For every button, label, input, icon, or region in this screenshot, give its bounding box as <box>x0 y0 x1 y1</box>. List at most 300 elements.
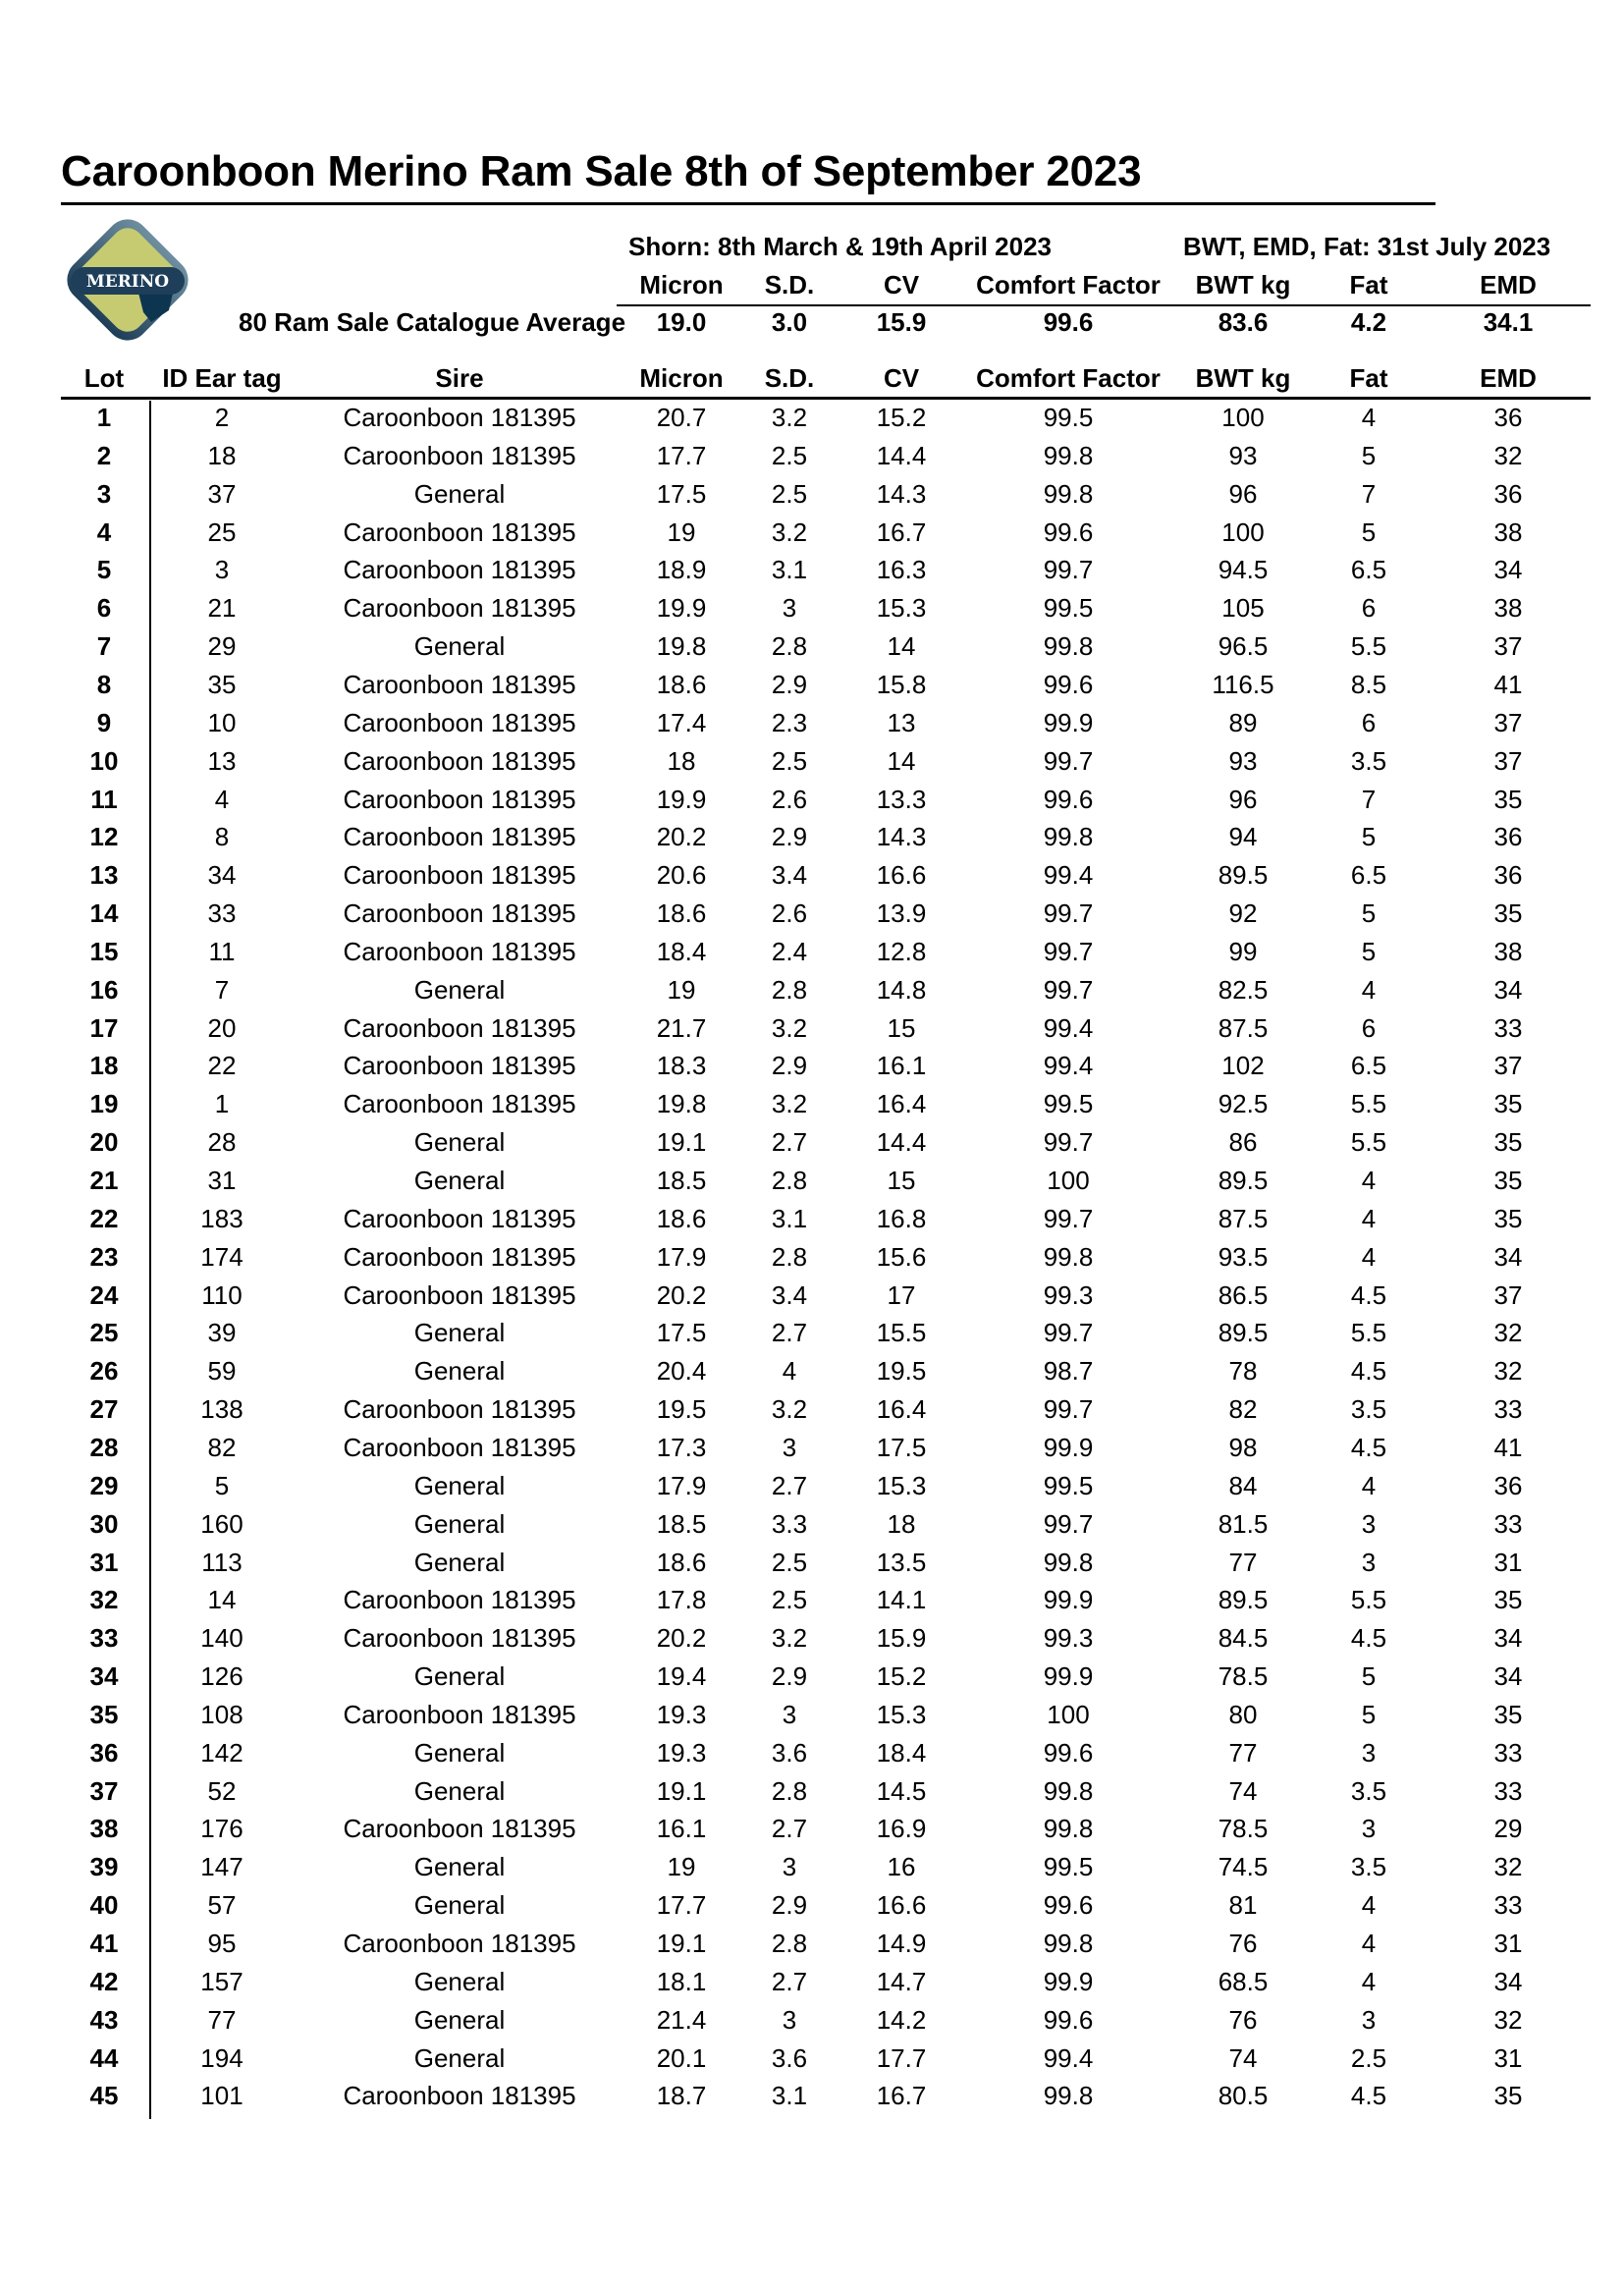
table-cell: 2.8 <box>771 1166 808 1195</box>
table-cell: 4 <box>214 784 230 814</box>
table-cell: 6.5 <box>1350 860 1387 891</box>
table-cell: Caroonboon 181395 <box>343 1929 576 1958</box>
table-cell: 20.2 <box>656 1279 707 1310</box>
table-cell: 89.5 <box>1218 1166 1269 1195</box>
table-row <box>0 1123 1624 1162</box>
table-cell: Caroonboon 181395 <box>343 1699 576 1729</box>
table-row <box>0 1314 1624 1352</box>
table-cell: 9 <box>96 707 112 737</box>
table-cell: 86.5 <box>1218 1279 1269 1310</box>
table-cell: 32 <box>1493 2004 1523 2035</box>
table-cell: 31 <box>89 1547 119 1577</box>
table-cell: 24 <box>89 1279 119 1310</box>
table-cell: 3.2 <box>771 1089 808 1119</box>
table-cell: 29 <box>207 631 237 662</box>
table-cell: 3.2 <box>771 517 808 547</box>
table-cell: 6 <box>1361 593 1377 624</box>
table-cell: 3.3 <box>771 1508 808 1539</box>
table-cell: 99.3 <box>1043 1279 1094 1310</box>
table-cell: 81.5 <box>1218 1508 1269 1539</box>
table-row <box>0 1238 1624 1277</box>
table-cell: 20 <box>89 1127 119 1158</box>
table-cell: 14.3 <box>876 478 927 509</box>
table-cell: 18.6 <box>656 898 707 929</box>
table-cell: 99.8 <box>1043 1929 1094 1958</box>
table-cell: 32 <box>1493 1356 1523 1387</box>
table-cell: 5.5 <box>1350 631 1387 662</box>
table-cell: 3.5 <box>1350 1852 1387 1882</box>
table-cell: 4 <box>1361 1929 1377 1958</box>
column-header: EMD <box>1480 363 1537 393</box>
average-column-header: Micron <box>639 270 724 299</box>
table-cell: 32 <box>1493 1852 1523 1882</box>
table-cell: 5 <box>214 1470 230 1500</box>
table-cell: 3.4 <box>771 1279 808 1310</box>
table-cell: Caroonboon 181395 <box>343 1585 576 1615</box>
table-cell: 76 <box>1228 2004 1258 2035</box>
table-cell: 74.5 <box>1218 1852 1269 1882</box>
page-title: Caroonboon Merino Ram Sale 8th of September 2023 <box>61 147 1142 195</box>
table-cell: 43 <box>89 2004 119 2035</box>
table-cell: 2.5 <box>771 1547 808 1577</box>
table-cell: 18.6 <box>656 1203 707 1233</box>
table-cell: 89.5 <box>1218 1585 1269 1615</box>
table-cell: 18.5 <box>656 1508 707 1539</box>
table-cell: 18.3 <box>656 1051 707 1081</box>
table-cell: 19 <box>667 1852 696 1882</box>
table-cell: 39 <box>207 1318 237 1348</box>
table-cell: 99.8 <box>1043 631 1094 662</box>
column-header: ID Ear tag <box>162 363 282 393</box>
logo-text: MERINO <box>85 272 170 292</box>
table-cell: 4 <box>1361 1966 1377 1996</box>
table-cell: 35 <box>1493 1699 1523 1729</box>
table-row <box>0 971 1624 1009</box>
table-cell: 99.5 <box>1043 593 1094 624</box>
table-cell: Caroonboon 181395 <box>343 1279 576 1310</box>
table-cell: Caroonboon 181395 <box>343 403 576 432</box>
table-cell: 15.8 <box>876 669 927 699</box>
table-cell: 160 <box>200 1508 244 1539</box>
table-cell: 19 <box>667 974 696 1005</box>
table-cell: Caroonboon 181395 <box>343 707 576 737</box>
table-cell: General <box>413 1470 506 1500</box>
table-cell: 12.8 <box>876 936 927 966</box>
table-cell: 17.9 <box>656 1241 707 1272</box>
table-cell: 28 <box>207 1127 237 1158</box>
table-cell: Caroonboon 181395 <box>343 1089 576 1119</box>
table-cell: 19.4 <box>656 1661 707 1692</box>
table-cell: 4 <box>1361 1470 1377 1500</box>
table-row <box>0 1200 1624 1238</box>
table-cell: Caroonboon 181395 <box>343 822 576 852</box>
average-column-header: Fat <box>1349 270 1388 299</box>
table-cell: 35 <box>1493 1166 1523 1195</box>
table-cell: 17.8 <box>656 1585 707 1615</box>
table-cell: 37 <box>1493 707 1523 737</box>
table-cell: 6.5 <box>1350 555 1387 585</box>
table-cell: 18.6 <box>656 1547 707 1577</box>
table-cell: General <box>413 1547 506 1577</box>
table-cell: 99.5 <box>1043 1089 1094 1119</box>
table-cell: 35 <box>1493 1203 1523 1233</box>
table-cell: 38 <box>89 1814 119 1844</box>
table-row <box>0 781 1624 819</box>
table-cell: 13.9 <box>876 898 927 929</box>
table-cell: 6.5 <box>1350 1051 1387 1081</box>
table-cell: 3.1 <box>771 555 808 585</box>
table-cell: 81 <box>1228 1890 1258 1921</box>
table-cell: 99.8 <box>1043 1547 1094 1577</box>
table-row <box>0 1544 1624 1582</box>
average-column-header: BWT kg <box>1195 270 1291 299</box>
table-cell: 14.7 <box>876 1966 927 1996</box>
table-cell: 99.6 <box>1043 669 1094 699</box>
table-cell: 18.6 <box>656 669 707 699</box>
table-cell: Caroonboon 181395 <box>343 1241 576 1272</box>
table-cell: 14.4 <box>876 440 927 470</box>
table-cell: 15.3 <box>876 593 927 624</box>
table-cell: 19.5 <box>876 1356 927 1387</box>
table-cell: 34 <box>1493 1966 1523 1996</box>
table-cell: 99.3 <box>1043 1623 1094 1654</box>
table-row <box>0 1277 1624 1315</box>
table-cell: 99.6 <box>1043 2004 1094 2035</box>
table-cell: 142 <box>200 1737 244 1768</box>
table-cell: 3.1 <box>771 1203 808 1233</box>
table-cell: 32 <box>1493 440 1523 470</box>
table-cell: 2.5 <box>771 1585 808 1615</box>
table-cell: 4 <box>1361 1203 1377 1233</box>
table-row <box>0 1581 1624 1619</box>
table-cell: 17.5 <box>656 1318 707 1348</box>
table-cell: 4.5 <box>1350 1279 1387 1310</box>
table-row <box>0 1352 1624 1390</box>
table-cell: Caroonboon 181395 <box>343 1051 576 1081</box>
table-cell: 59 <box>207 1356 237 1387</box>
table-cell: 3.2 <box>771 1012 808 1043</box>
table-cell: 82 <box>1228 1394 1258 1425</box>
table-cell: 95 <box>207 1929 237 1958</box>
table-cell: 10 <box>89 745 119 776</box>
table-cell: 34 <box>1493 1661 1523 1692</box>
table-cell: 100 <box>1221 517 1265 547</box>
table-cell: 52 <box>207 1775 237 1806</box>
table-cell: 99.4 <box>1043 2042 1094 2073</box>
table-cell: 20.2 <box>656 822 707 852</box>
table-cell: General <box>413 1775 506 1806</box>
table-cell: 7 <box>1361 784 1377 814</box>
table-cell: 37 <box>207 478 237 509</box>
average-column-header: S.D. <box>764 270 815 299</box>
table-cell: 33 <box>1493 1012 1523 1043</box>
table-cell: 18 <box>207 440 237 470</box>
table-cell: 5.5 <box>1350 1089 1387 1119</box>
table-row <box>0 1696 1624 1734</box>
table-cell: 18.7 <box>656 2081 707 2111</box>
table-cell: 17.4 <box>656 707 707 737</box>
table-cell: 34 <box>89 1661 119 1692</box>
table-cell: 20.1 <box>656 2042 707 2073</box>
table-cell: 37 <box>1493 745 1523 776</box>
table-cell: Caroonboon 181395 <box>343 1012 576 1043</box>
table-cell: 19.3 <box>656 1737 707 1768</box>
table-cell: 33 <box>1493 1775 1523 1806</box>
table-cell: 15 <box>89 936 119 966</box>
table-cell: 13 <box>887 707 916 737</box>
table-cell: 15.5 <box>876 1318 927 1348</box>
table-cell: 99.8 <box>1043 440 1094 470</box>
table-cell: 99.8 <box>1043 1241 1094 1272</box>
table-cell: 22 <box>207 1051 237 1081</box>
table-row <box>0 1047 1624 1085</box>
table-cell: 19.9 <box>656 593 707 624</box>
table-cell: 3 <box>214 555 230 585</box>
table-cell: 3 <box>1361 2004 1377 2035</box>
table-cell: 17.5 <box>876 1432 927 1462</box>
table-cell: General <box>413 1318 506 1348</box>
table-cell: 82 <box>207 1432 237 1462</box>
table-cell: 15.9 <box>876 1623 927 1654</box>
table-cell: 2.8 <box>771 1929 808 1958</box>
table-cell: 93.5 <box>1218 1241 1269 1272</box>
table-cell: 77 <box>1228 1737 1258 1768</box>
table-cell: 14.2 <box>876 2004 927 2035</box>
table-cell: 99.7 <box>1043 1394 1094 1425</box>
table-cell: 3.2 <box>771 1623 808 1654</box>
table-cell: 2.9 <box>771 822 808 852</box>
table-cell: 100 <box>1047 1699 1090 1729</box>
table-cell: 3.2 <box>771 403 808 432</box>
table-cell: 77 <box>207 2004 237 2035</box>
table-cell: 5 <box>1361 1661 1377 1692</box>
table-cell: Caroonboon 181395 <box>343 1203 576 1233</box>
table-cell: 3 <box>782 593 797 624</box>
table-cell: 19.9 <box>656 784 707 814</box>
table-cell: 126 <box>200 1661 244 1692</box>
table-cell: 14.5 <box>876 1775 927 1806</box>
table-cell: 17.3 <box>656 1432 707 1462</box>
table-cell: 31 <box>1493 1547 1523 1577</box>
table-row <box>0 933 1624 971</box>
table-cell: 36 <box>1493 1470 1523 1500</box>
column-header: Sire <box>435 363 484 393</box>
table-cell: 13 <box>89 860 119 891</box>
table-cell: 99 <box>1228 936 1258 966</box>
table-cell: 17.7 <box>656 440 707 470</box>
table-cell: General <box>413 2042 506 2073</box>
table-cell: Caroonboon 181395 <box>343 593 576 624</box>
table-cell: 16.7 <box>876 2081 927 2111</box>
table-cell: 14.3 <box>876 822 927 852</box>
table-cell: 21 <box>207 593 237 624</box>
table-cell: 4.5 <box>1350 2081 1387 2111</box>
average-column-header: CV <box>883 270 920 299</box>
table-cell: 1 <box>96 403 112 432</box>
table-cell: 10 <box>207 707 237 737</box>
table-cell: 2 <box>96 440 112 470</box>
table-cell: 36 <box>89 1737 119 1768</box>
table-row <box>0 1085 1624 1123</box>
table-cell: 31 <box>207 1166 237 1195</box>
table-cell: 32 <box>89 1585 119 1615</box>
table-cell: 3.4 <box>771 860 808 891</box>
table-cell: 8.5 <box>1350 669 1387 699</box>
table-cell: 14 <box>89 898 119 929</box>
table-cell: 6 <box>1361 707 1377 737</box>
table-cell: 13 <box>207 745 237 776</box>
table-cell: 3.1 <box>771 2081 808 2111</box>
table-cell: 3.5 <box>1350 1775 1387 1806</box>
bwt-date: BWT, EMD, Fat: 31st July 2023 <box>1183 232 1551 261</box>
table-cell: 84 <box>1228 1470 1258 1500</box>
table-cell: 14.1 <box>876 1585 927 1615</box>
table-row <box>0 1009 1624 1048</box>
table-cell: 38 <box>1493 517 1523 547</box>
table-cell: 99.7 <box>1043 974 1094 1005</box>
table-row <box>0 514 1624 552</box>
table-cell: 39 <box>89 1852 119 1882</box>
shorn-date: Shorn: 8th March & 19th April 2023 <box>628 232 1053 261</box>
table-cell: 18.9 <box>656 555 707 585</box>
table-cell: 34 <box>1493 1623 1523 1654</box>
table-cell: 5 <box>96 555 112 585</box>
average-label: 80 Ram Sale Catalogue Average <box>239 307 626 337</box>
table-row <box>0 589 1624 627</box>
table-cell: 2.5 <box>1350 2042 1387 2073</box>
table-cell: 40 <box>89 1890 119 1921</box>
table-cell: 19.8 <box>656 1089 707 1119</box>
table-cell: 3 <box>782 2004 797 2035</box>
table-cell: 105 <box>1221 593 1265 624</box>
table-row <box>0 818 1624 856</box>
table-cell: General <box>413 1356 506 1387</box>
average-value: 3.0 <box>771 307 808 337</box>
table-cell: 14.8 <box>876 974 927 1005</box>
table-cell: 21 <box>89 1166 119 1195</box>
table-cell: 5.5 <box>1350 1585 1387 1615</box>
table-cell: 18 <box>667 745 696 776</box>
table-cell: 41 <box>1493 669 1523 699</box>
column-header: S.D. <box>764 363 815 393</box>
table-cell: Caroonboon 181395 <box>343 784 576 814</box>
table-cell: 34 <box>1493 1241 1523 1272</box>
table-cell: 2.9 <box>771 1051 808 1081</box>
table-cell: 87.5 <box>1218 1012 1269 1043</box>
table-cell: 140 <box>200 1623 244 1654</box>
table-cell: 2.7 <box>771 1127 808 1158</box>
column-header: Lot <box>83 363 125 393</box>
table-cell: 18.4 <box>656 936 707 966</box>
table-cell: 19 <box>89 1089 119 1119</box>
table-cell: 20.6 <box>656 860 707 891</box>
table-cell: Caroonboon 181395 <box>343 440 576 470</box>
table-cell: 2.7 <box>771 1470 808 1500</box>
table-cell: 16.8 <box>876 1203 927 1233</box>
table-cell: 19.8 <box>656 631 707 662</box>
table-cell: 99.7 <box>1043 1508 1094 1539</box>
table-cell: Caroonboon 181395 <box>343 898 576 929</box>
table-cell: 99.9 <box>1043 1661 1094 1692</box>
table-cell: 86 <box>1228 1127 1258 1158</box>
table-cell: 27 <box>89 1394 119 1425</box>
table-cell: 99.4 <box>1043 1051 1094 1081</box>
table-cell: 18.1 <box>656 1966 707 1996</box>
table-cell: 2.7 <box>771 1814 808 1844</box>
table-cell: 92.5 <box>1218 1089 1269 1119</box>
table-cell: 89 <box>1228 707 1258 737</box>
table-cell: 41 <box>89 1929 119 1958</box>
table-cell: 4.5 <box>1350 1623 1387 1654</box>
table-cell: 96 <box>1228 784 1258 814</box>
table-cell: 36 <box>1493 403 1523 432</box>
table-cell: 99.6 <box>1043 1737 1094 1768</box>
table-cell: 80.5 <box>1218 2081 1269 2111</box>
table-cell: 33 <box>207 898 237 929</box>
table-cell: 100 <box>1221 403 1265 432</box>
table-cell: 99.9 <box>1043 1432 1094 1462</box>
table-cell: General <box>413 1737 506 1768</box>
table-row <box>0 1810 1624 1848</box>
table-cell: 35 <box>89 1699 119 1729</box>
table-cell: 174 <box>200 1241 244 1272</box>
table-cell: 5 <box>1361 517 1377 547</box>
table-cell: 2 <box>214 403 230 432</box>
table-cell: 5 <box>1361 898 1377 929</box>
table-cell: 22 <box>89 1203 119 1233</box>
table-row <box>0 1658 1624 1696</box>
table-cell: 78.5 <box>1218 1661 1269 1692</box>
table-cell: 99.7 <box>1043 745 1094 776</box>
table-cell: 99.5 <box>1043 403 1094 432</box>
table-cell: General <box>413 1661 506 1692</box>
table-row <box>0 399 1624 437</box>
table-row <box>0 1925 1624 1963</box>
table-cell: 102 <box>1221 1051 1265 1081</box>
table-cell: 19.1 <box>656 1775 707 1806</box>
table-cell: 2.3 <box>771 707 808 737</box>
table-cell: 29 <box>89 1470 119 1500</box>
table-cell: 99.9 <box>1043 707 1094 737</box>
table-cell: 37 <box>1493 631 1523 662</box>
table-cell: 7 <box>214 974 230 1005</box>
table-cell: 99.7 <box>1043 1127 1094 1158</box>
table-cell: 1 <box>214 1089 230 1119</box>
table-cell: 15 <box>887 1012 916 1043</box>
table-cell: 99.8 <box>1043 1775 1094 1806</box>
table-cell: 99.6 <box>1043 1890 1094 1921</box>
table-cell: 3 <box>1361 1814 1377 1844</box>
table-cell: 36 <box>1493 822 1523 852</box>
table-cell: 57 <box>207 1890 237 1921</box>
table-cell: 147 <box>200 1852 244 1882</box>
table-row <box>0 1390 1624 1429</box>
table-cell: 2.5 <box>771 745 808 776</box>
table-row <box>0 1467 1624 1505</box>
table-cell: 3.5 <box>1350 1394 1387 1425</box>
table-cell: 33 <box>1493 1508 1523 1539</box>
table-cell: 2.9 <box>771 1661 808 1692</box>
table-cell: 99.5 <box>1043 1470 1094 1500</box>
table-cell: Caroonboon 181395 <box>343 2081 576 2111</box>
table-cell: 35 <box>1493 1585 1523 1615</box>
table-cell: 3 <box>1361 1547 1377 1577</box>
table-cell: General <box>413 1966 506 1996</box>
table-cell: 2.8 <box>771 631 808 662</box>
table-cell: 19.3 <box>656 1699 707 1729</box>
table-cell: 2.4 <box>771 936 808 966</box>
table-cell: 16.7 <box>876 517 927 547</box>
